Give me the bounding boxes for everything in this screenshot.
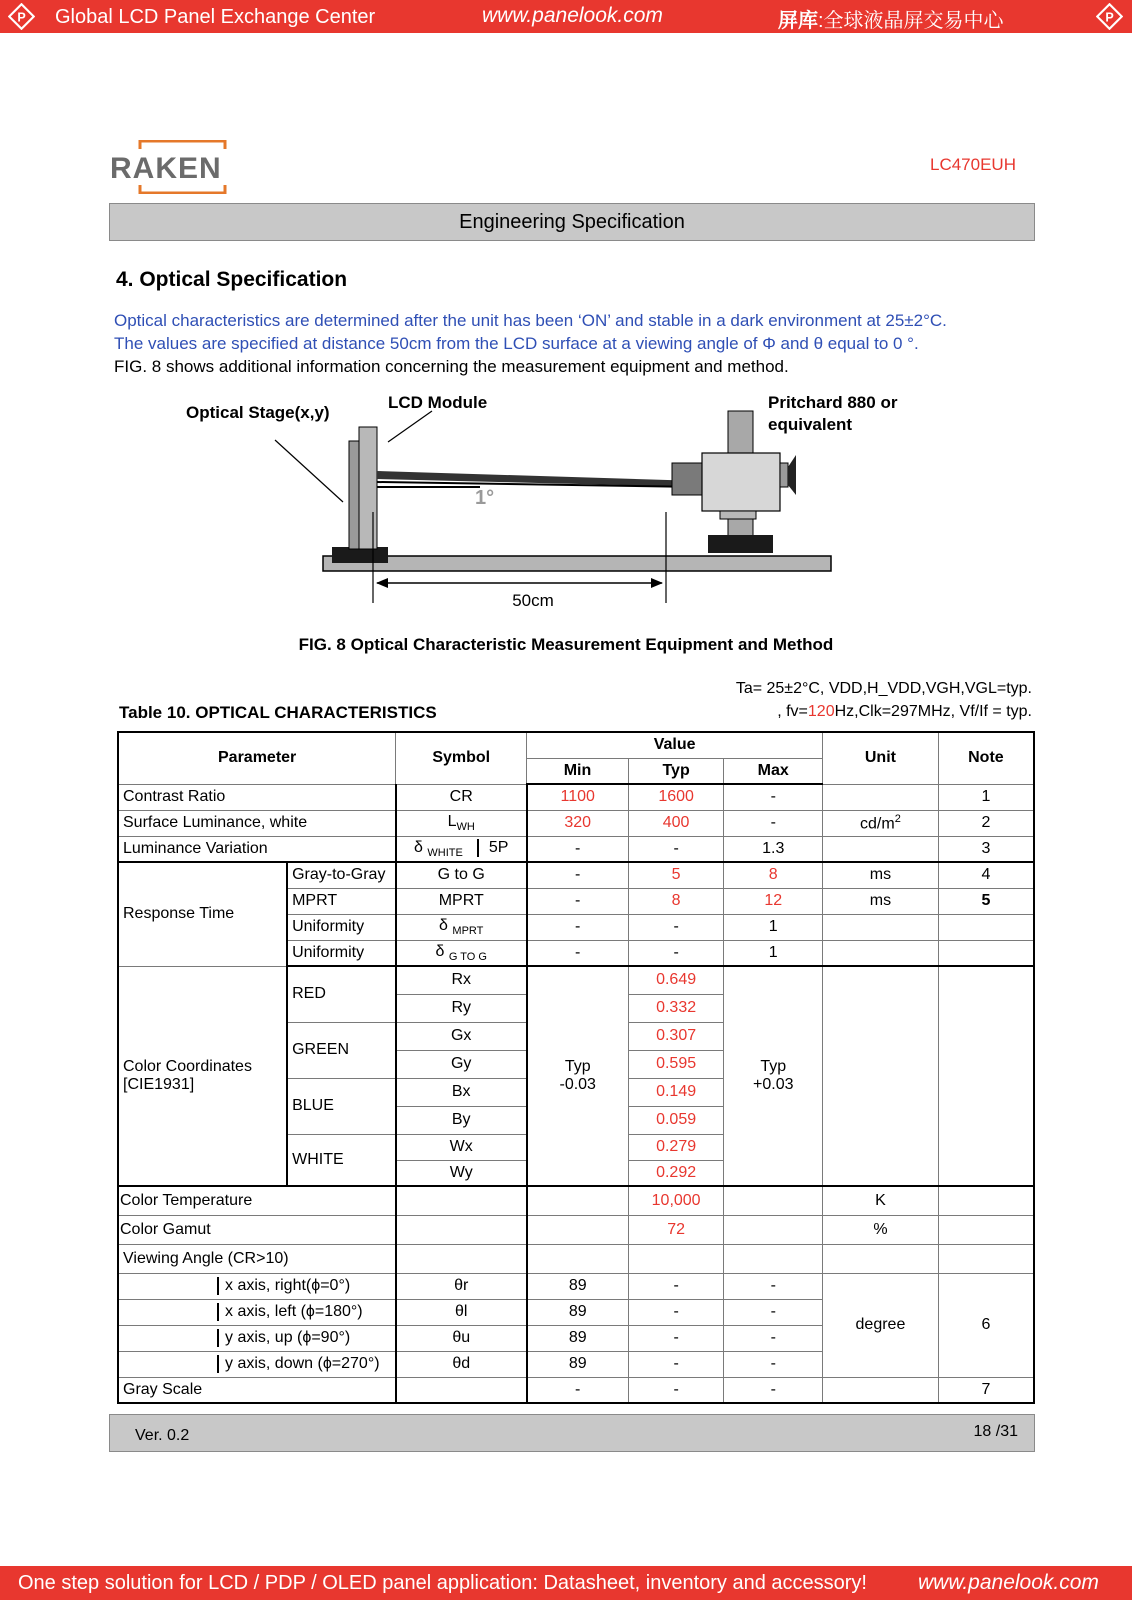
cell-typ: 10,000 [628, 1186, 724, 1215]
cell-note [938, 1215, 1034, 1244]
cell-max: 8 [724, 862, 823, 888]
cell-symbol [396, 810, 527, 836]
cell-note: 3 [938, 836, 1034, 862]
cell-symbol [396, 1244, 527, 1273]
symbol-main: L [447, 812, 457, 830]
cell-typ: 0.307 [628, 1022, 724, 1050]
viewing-indent [119, 1355, 219, 1373]
viewing-indent [119, 1329, 219, 1347]
cell-note [938, 1186, 1034, 1215]
banner-chinese-bold: 屏库 [778, 10, 818, 32]
cell-typ: - [628, 836, 724, 862]
intro-line-3: FIG. 8 shows additional information concerning the measurement equipment and method. [114, 357, 789, 376]
cell-param: Luminance Variation [118, 836, 396, 862]
camera-eyepiece [788, 455, 796, 495]
cell-symbol [396, 1377, 527, 1403]
header-max: Max [724, 758, 823, 784]
cell-subparam: MPRT [287, 888, 396, 914]
color-min-line-2: -0.03 [559, 1076, 596, 1093]
cell-max [724, 1186, 823, 1215]
stage-front-plate [359, 427, 377, 549]
cell-unit [823, 784, 939, 810]
symbol-main: δ [414, 838, 423, 856]
model-number: LC470EUH [930, 155, 1016, 174]
cell-symbol: θr [396, 1273, 527, 1299]
cell-param: Color Temperature [118, 1186, 396, 1215]
cell-min: 89 [527, 1273, 629, 1299]
cell-note [938, 914, 1034, 940]
cell-symbol [396, 836, 527, 862]
bottom-banner [0, 1566, 1132, 1600]
viewing-label: x axis, right(ϕ=0°) [225, 1277, 351, 1294]
angle-label: 1° [475, 487, 495, 509]
color-max-line-2: +0.03 [753, 1076, 794, 1093]
cell-symbol: θu [396, 1325, 527, 1351]
cell-max [724, 1244, 823, 1273]
cell-typ: - [628, 940, 724, 966]
cell-subparam: GREEN [287, 1022, 396, 1078]
cell-unit [823, 914, 939, 940]
viewing-label: y axis, up (ϕ=90°) [225, 1329, 351, 1346]
cell-symbol: CR [396, 784, 527, 810]
cell-unit [823, 810, 939, 836]
header-parameter: Parameter [118, 732, 396, 784]
cell-param: Surface Luminance, white [118, 810, 396, 836]
cell-subparam [118, 1299, 396, 1325]
header-typ: Typ [628, 758, 724, 784]
label-lcd-module: LCD Module [388, 393, 488, 412]
optical-characteristics-table [117, 731, 1035, 1404]
header-note: Note [938, 732, 1034, 784]
symbol-main: δ [435, 942, 445, 960]
cell-min: 89 [527, 1325, 629, 1351]
cell-symbol: G to G [396, 862, 527, 888]
figure-caption: FIG. 8 Optical Characteristic Measurement Equipment and Method [298, 635, 834, 654]
distance-label: 50cm [512, 591, 554, 610]
cell-min: 89 [527, 1351, 629, 1377]
svg-text:P: P [1105, 10, 1114, 25]
cell-symbol [396, 940, 527, 966]
table-row [118, 1244, 1034, 1273]
cell-unit: ms [823, 862, 939, 888]
cell-max: - [724, 1273, 823, 1299]
base-rail [323, 556, 831, 571]
table-row [118, 836, 1034, 862]
cell-typ: 400 [628, 810, 724, 836]
cell-unit: ms [823, 888, 939, 914]
banner-site-name: Global LCD Panel Exchange Center [55, 6, 376, 28]
cell-max: - [724, 1325, 823, 1351]
cell-note: 7 [938, 1377, 1034, 1403]
symbol-sub: WH [456, 821, 475, 834]
cell-symbol: Rx [396, 966, 527, 994]
cell-min [527, 1244, 629, 1273]
banner-chinese-name [778, 4, 1004, 33]
cell-unit [823, 836, 939, 862]
unit-main: cd/m [860, 815, 895, 833]
cell-param: Viewing Angle (CR>10) [118, 1244, 396, 1273]
cell-note: 6 [938, 1273, 1034, 1377]
cell-unit [823, 940, 939, 966]
cell-min: 1100 [527, 784, 629, 810]
camera-mast [728, 411, 753, 456]
cell-min: - [527, 888, 629, 914]
cell-note [938, 1244, 1034, 1273]
cond-freq: 120 [807, 703, 835, 720]
label-optical-stage: Optical Stage(x,y) [186, 403, 330, 422]
cell-min [527, 1186, 629, 1215]
cell-typ: - [628, 1325, 724, 1351]
cell-symbol: Wx [396, 1134, 527, 1160]
table-title: Table 10. OPTICAL CHARACTERISTICS [119, 703, 437, 722]
banner-url-link[interactable]: www.panelook.com [482, 4, 663, 27]
cell-typ: 0.332 [628, 994, 724, 1022]
cell-subparam [118, 1273, 396, 1299]
version-label: Ver. 0.2 [135, 1427, 190, 1444]
cell-symbol: Bx [396, 1078, 527, 1106]
table-row [118, 1215, 1034, 1244]
table-row [118, 966, 1034, 994]
cell-max: 12 [724, 888, 823, 914]
cell-note: 1 [938, 784, 1034, 810]
header-min: Min [527, 758, 629, 784]
cell-typ: 5 [628, 862, 724, 888]
cell-max [724, 1215, 823, 1244]
cell-typ [628, 1244, 724, 1273]
cell-param: Response Time [118, 862, 287, 966]
cell-min: 320 [527, 810, 629, 836]
color-param-line-2: [CIE1931] [123, 1075, 195, 1093]
cell-min: - [527, 1377, 629, 1403]
cell-typ: 0.059 [628, 1106, 724, 1134]
cell-unit [823, 1244, 939, 1273]
cell-note: 4 [938, 862, 1034, 888]
header-unit: Unit [823, 732, 939, 784]
cell-max: - [724, 1377, 823, 1403]
camera-body [702, 453, 780, 511]
cell-note: 2 [938, 810, 1034, 836]
camera-foot [708, 535, 773, 553]
cell-symbol: Gy [396, 1050, 527, 1078]
intro-line-1: Optical characteristics are determined after the unit has been ‘ON’ and stable in a dark environment at 25±2°C. [114, 311, 947, 330]
symbol-sub: MPRT [452, 925, 484, 938]
cell-symbol: Ry [396, 994, 527, 1022]
cond-pre: , fv= [777, 703, 808, 720]
table-row [118, 784, 1034, 810]
cell-symbol: Gx [396, 1022, 527, 1050]
cell-subparam: Uniformity [287, 940, 396, 966]
header-symbol: Symbol [396, 732, 527, 784]
raken-logo [110, 140, 232, 194]
table-row [118, 1377, 1034, 1403]
cell-max: - [724, 1299, 823, 1325]
cell-unit: % [823, 1215, 939, 1244]
cell-typ: 0.149 [628, 1078, 724, 1106]
panelook-diamond-icon [1096, 3, 1123, 30]
logo-text: RAKEN [110, 152, 222, 185]
table-row [118, 862, 1034, 888]
cell-typ: 1600 [628, 784, 724, 810]
measurement-figure [180, 395, 940, 625]
top-banner [0, 0, 1132, 33]
cell-min [527, 1215, 629, 1244]
viewing-indent [119, 1277, 219, 1295]
bottom-banner-url-link[interactable]: www.panelook.com [918, 1571, 1099, 1594]
cond-post: Hz,Clk=297MHz, Vf/If = typ. [834, 703, 1032, 720]
cell-max: 1 [724, 914, 823, 940]
cell-typ: - [628, 1273, 724, 1299]
label-pritchard-2: equivalent [768, 415, 853, 434]
header-value: Value [527, 732, 823, 758]
viewing-indent [119, 1303, 219, 1321]
spec-title-bar: Engineering Specification [109, 203, 1035, 241]
cell-min: 89 [527, 1299, 629, 1325]
cell-note: 5 [938, 888, 1034, 914]
cell-max: - [724, 1351, 823, 1377]
cell-typ: 0.595 [628, 1050, 724, 1078]
cell-param: Contrast Ratio [118, 784, 396, 810]
section-title: 4. Optical Specification [116, 268, 348, 291]
cell-min: - [527, 836, 629, 862]
cell-symbol [396, 1215, 527, 1244]
cell-subparam: WHITE [287, 1134, 396, 1186]
cell-max: - [724, 784, 823, 810]
cell-symbol [396, 1186, 527, 1215]
intro-line-2: The values are specified at distance 50cm from the LCD surface at a viewing angle of Φ and θ equal to 0 °. [114, 334, 919, 353]
cell-max: - [724, 810, 823, 836]
cell-symbol: θd [396, 1351, 527, 1377]
cell-typ: 72 [628, 1215, 724, 1244]
symbol-sub: WHITE [427, 846, 463, 859]
viewing-label: x axis, left (ϕ=180°) [225, 1303, 363, 1320]
color-param-line-1: Color Coordinates [123, 1057, 252, 1075]
cell-typ: 0.292 [628, 1160, 724, 1186]
page-footer-bar [109, 1414, 1035, 1452]
conditions-line-2 [777, 703, 1032, 721]
cell-typ: - [628, 1377, 724, 1403]
cell-note [938, 966, 1034, 1186]
conditions-line-1: Ta= 25±2°C, VDD,H_VDD,VGH,VGL=typ. [735, 680, 1032, 697]
cell-unit [823, 966, 939, 1186]
symbol-main: δ [439, 916, 448, 934]
banner-chinese-rest: :全球液晶屏交易中心 [818, 10, 1004, 32]
cell-max: 1 [724, 940, 823, 966]
cell-unit: degree [823, 1273, 939, 1377]
symbol-extra: 5P [477, 839, 509, 857]
cell-symbol: Wy [396, 1160, 527, 1186]
cell-unit: K [823, 1186, 939, 1215]
color-min-line-1: Typ [564, 1058, 591, 1075]
cell-subparam: Uniformity [287, 914, 396, 940]
unit-sup: 2 [894, 812, 901, 825]
cell-min: - [527, 914, 629, 940]
cell-subparam [118, 1325, 396, 1351]
symbol-sub: G TO G [448, 950, 487, 963]
cell-typ: 0.279 [628, 1134, 724, 1160]
cell-param: Gray Scale [118, 1377, 396, 1403]
cell-typ: 8 [628, 888, 724, 914]
cell-min [527, 966, 629, 1186]
color-max-line-1: Typ [760, 1058, 787, 1075]
cell-param: Color Gamut [118, 1215, 396, 1244]
stage-back-plate [349, 441, 359, 549]
viewing-label: y axis, down (ϕ=270°) [225, 1355, 380, 1372]
cell-max: 1.3 [724, 836, 823, 862]
panelook-diamond-icon [8, 3, 35, 30]
table-row [118, 810, 1034, 836]
bottom-banner-text: One step solution for LCD / PDP / OLED panel application: Datasheet, inventory and accessory! [18, 1572, 867, 1594]
table-row [118, 1273, 1034, 1299]
cell-subparam: BLUE [287, 1078, 396, 1134]
cell-min: - [527, 940, 629, 966]
cell-subparam: Gray-to-Gray [287, 862, 396, 888]
cell-subparam [118, 1351, 396, 1377]
cell-unit [823, 1377, 939, 1403]
cell-note [938, 940, 1034, 966]
cell-param [118, 966, 287, 1186]
cell-symbol [396, 914, 527, 940]
cell-typ: - [628, 1351, 724, 1377]
cell-typ: - [628, 1299, 724, 1325]
cell-symbol: By [396, 1106, 527, 1134]
cell-min: - [527, 862, 629, 888]
page-number: 18 /31 [973, 1423, 1018, 1440]
table-row [118, 1186, 1034, 1215]
cell-max [724, 966, 823, 1186]
cell-typ: - [628, 914, 724, 940]
cell-symbol: θl [396, 1299, 527, 1325]
svg-text:P: P [17, 10, 26, 25]
label-pritchard-1: Pritchard 880 or [768, 393, 898, 412]
camera-lens [672, 463, 702, 495]
cell-typ: 0.649 [628, 966, 724, 994]
cell-subparam: RED [287, 966, 396, 1022]
cell-symbol: MPRT [396, 888, 527, 914]
